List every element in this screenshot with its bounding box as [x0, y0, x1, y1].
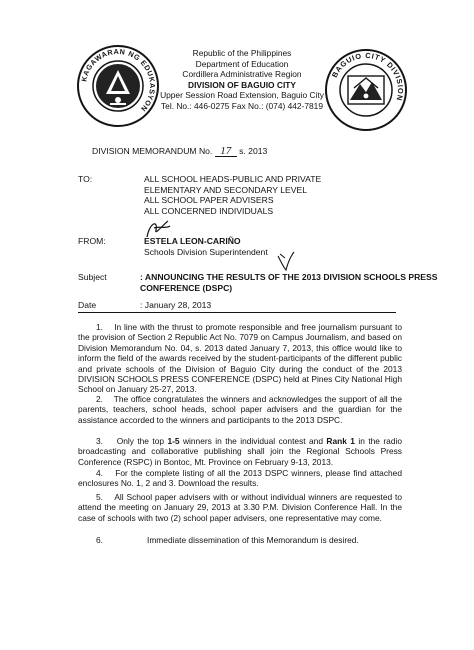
initial-mark: [276, 250, 296, 272]
memo-suffix: s. 2013: [239, 146, 268, 156]
memo-number-line: [92, 146, 267, 157]
paragraph-number: 4.: [96, 468, 103, 478]
letterhead-division: DIVISION OF BAGUIO CITY: [188, 79, 296, 90]
recipient-line: ALL SCHOOL HEADS-PUBLIC AND PRIVATE: [144, 174, 322, 184]
from-label: FROM:: [78, 236, 106, 246]
baguio-seal-text: BAGUIO CITY DIVISION: [329, 50, 406, 103]
recipient-line: ALL CONCERNED INDIVIDUALS: [144, 205, 274, 216]
paragraph-text: Only the top: [116, 436, 168, 446]
deped-seal-text: KAGAWARAN NG EDUKASYON: [79, 46, 158, 114]
memo-prefix: DIVISION MEMORANDUM No.: [92, 146, 213, 156]
paragraph-1: [78, 322, 402, 395]
paragraph-number: 1.: [96, 322, 103, 332]
subject-label: Subject: [78, 272, 107, 282]
to-recipients: [144, 174, 321, 216]
letterhead-region: Cordillera Administrative Region: [182, 69, 302, 80]
paragraph-4: [78, 468, 402, 489]
sender-name: ESTELA LEON-CARIÑO: [144, 236, 241, 246]
memo-date: : January 28, 2013: [140, 300, 212, 310]
sender-title: Schools Division Superintendent: [144, 247, 268, 257]
paragraph-text: winners in the individual contest and: [179, 436, 327, 446]
winners-range: 1-5: [167, 436, 180, 446]
paragraph-number: 6.: [96, 535, 103, 545]
header-divider: [78, 312, 396, 313]
recipient-line: ELEMENTARY AND SECONDARY LEVEL: [144, 184, 308, 195]
letterhead-contact: Tel. No.: 446-0275 Fax No.: (074) 442-7819: [160, 100, 323, 111]
deped-seal-icon: [76, 44, 160, 128]
paragraph-3: [78, 436, 402, 467]
to-label: TO:: [78, 174, 93, 184]
memo-number: 17: [215, 147, 237, 157]
paragraph-number: 3.: [96, 436, 103, 446]
letterhead: [160, 48, 324, 112]
paragraph-5: [78, 492, 402, 523]
letterhead-country: Republic of the Philippines: [192, 48, 292, 58]
paragraph-text: The office congratulates the winners and acknowledges the support of all the parents, teachers, school heads, school paper advisers and the guardian for the assistance accorded to the winners and participants to the 2013 DSPC.: [78, 394, 402, 425]
recipient-line: ALL SCHOOL PAPER ADVISERS: [144, 195, 274, 206]
paragraph-text: Immediate dissemination of this Memorandum is desired.: [147, 535, 359, 545]
subject-text: : ANNOUNCING THE RESULTS OF THE 2013 DIVISION SCHOOLS PRESS CONFERENCE (DSPC): [140, 272, 438, 293]
date-label: Date: [78, 300, 97, 310]
letterhead-department: Department of Education: [195, 58, 289, 69]
letterhead-address: Upper Session Road Extension, Baguio City: [160, 90, 324, 101]
baguio-division-seal-icon: [324, 48, 408, 132]
paragraph-6: [78, 535, 402, 545]
paragraph-text: For the complete listing of all the 2013 DSPC winners, please find attached enclosures No. 1, 2 and 3. Download the results.: [78, 468, 402, 489]
paragraph-text: In line with the thrust to promote responsible and free journalism pursuant to the provision of Section 2 Republic Act No. 7079 on Campus Journalism, and based on Division Memorandum No. 04, s. 2013 dated January 7, 2013, this office would like to inform the field of the awards received by the student-participants of the different public and private schools of the Division of Baguio City during the conduct of the 2013 DIVISION SCHOOLS PRESS CONFERENCE (DSPC) held at Pines City National High School on January 25-27, 2013.: [78, 322, 402, 395]
rank-label: Rank 1: [326, 436, 355, 446]
paragraph-number: 2.: [96, 394, 103, 404]
paragraph-number: 5.: [96, 492, 103, 502]
paragraph-text: in the radio broadcasting and collaborative publishing shall join the Regional Schools Press Conference (RSPC) in Bontoc, Mt. Province on February 9-13, 2013.: [78, 436, 403, 467]
paragraph-2: [78, 394, 402, 425]
paragraph-text: All School paper advisers with or without individual winners are requested to attend the meeting on January 29, 2013 at 3.30 P.M. Division Conference Hall. In the case of schools with two (2) school paper advisers, one representative may come.: [78, 492, 403, 523]
